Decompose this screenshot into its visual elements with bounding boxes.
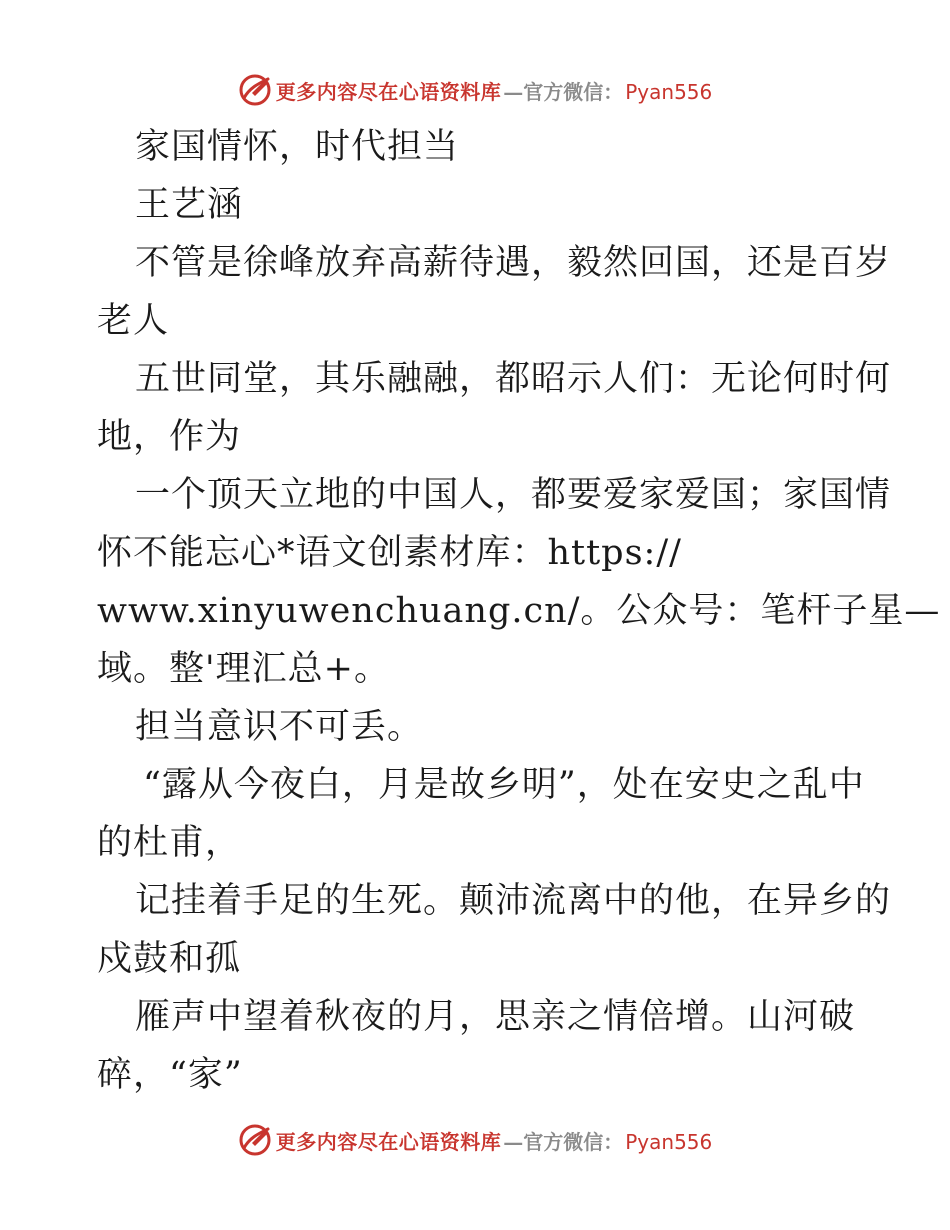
text-line: 不管是徐峰放弃高薪待遇，毅然回国，还是百岁 xyxy=(135,243,892,283)
text-line: 怀不能忘心*语文创素材库：https:// xyxy=(97,533,682,573)
essay-title: 家国情怀，时代担当 xyxy=(135,127,460,167)
banner-main-text: 更多内容尽在心语资料库 xyxy=(275,79,502,104)
text-line: 记挂着手足的生死。颠沛流离中的他，在异乡的 xyxy=(135,881,892,921)
banner-main-text: 更多内容尽在心语资料库 xyxy=(275,1129,502,1154)
text-line: 地，作为 xyxy=(97,417,242,457)
banner-wechat-id: Pyan556 xyxy=(625,1129,713,1154)
header-banner xyxy=(0,68,950,112)
text-line: 老人 xyxy=(97,301,170,341)
pen-logo-icon xyxy=(238,1123,272,1157)
text-line: 五世同堂，其乐融融，都昭示人们：无论何时何 xyxy=(135,359,892,399)
essay-author: 王艺涵 xyxy=(135,185,244,225)
text-line: 一个顶天立地的中国人，都要爱家爱国；家国情 xyxy=(135,475,892,515)
text-line: 戍鼓和孤 xyxy=(97,939,242,979)
text-line: “露从今夜白，月是故乡明”，处在安史之乱中 xyxy=(143,765,865,805)
text-line: 域。整'理汇总+。 xyxy=(97,649,390,689)
banner-wechat-label: —官方微信： xyxy=(503,79,624,104)
banner-wechat-id: Pyan556 xyxy=(625,79,713,104)
pen-logo-icon xyxy=(238,73,272,107)
text-line: 担当意识不可丢。 xyxy=(135,707,424,747)
footer-banner xyxy=(0,1118,950,1162)
text-line: 的杜甫， xyxy=(97,823,242,863)
text-line: www.xinyuwenchuang.cn/。公众号：笔杆子星— xyxy=(97,591,941,631)
document-body xyxy=(97,118,941,1104)
banner-wechat-label: —官方微信： xyxy=(503,1129,624,1154)
text-line: 碎，“家” xyxy=(97,1055,243,1095)
text-line: 雁声中望着秋夜的月，思亲之情倍增。山河破 xyxy=(135,997,856,1037)
